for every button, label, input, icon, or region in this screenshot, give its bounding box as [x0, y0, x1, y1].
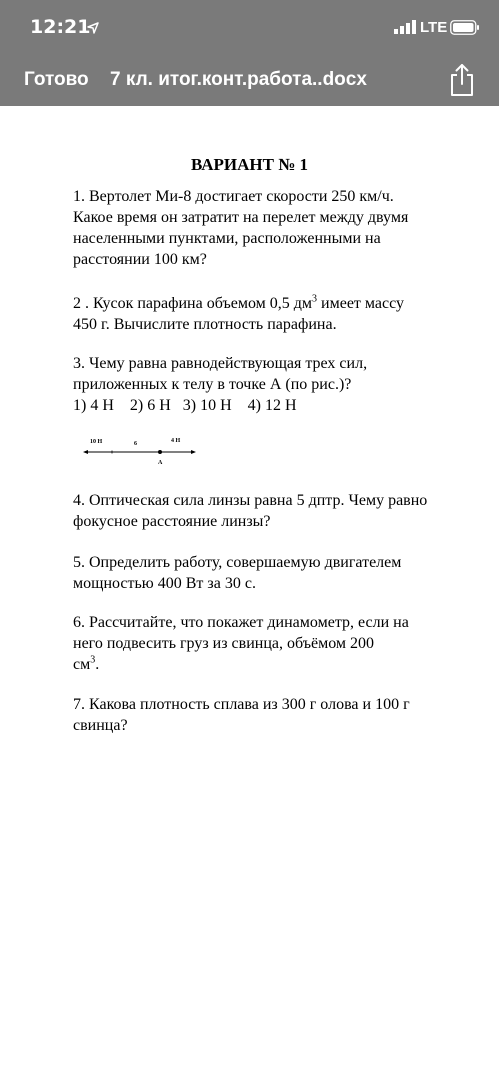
task-line: него подвесить груз из свинца, объёмом 200: [73, 635, 375, 652]
document-title: 7 кл. итог.конт.работа..docx: [110, 69, 367, 90]
task-text: .: [95, 656, 100, 673]
arrow-left-icon: [83, 450, 88, 454]
status-bar: [0, 0, 499, 56]
diagram-label-middle: 6: [134, 441, 137, 447]
battery-icon: [450, 20, 480, 35]
diagram-label-left: 10 Н: [90, 439, 103, 445]
signal-bars-icon: [394, 20, 416, 34]
task-line: приложенных к телу в точке А (по рис.)?: [73, 376, 352, 393]
superscript: 3: [90, 654, 96, 666]
task-2: [73, 293, 453, 335]
task-line: 7. Какова плотность сплава из 300 г олова и 100 г: [73, 696, 410, 713]
task-6: [73, 612, 453, 675]
task-text: см: [73, 656, 91, 673]
task-line: Какое время он затратит на перелет между двумя: [73, 209, 409, 226]
task-line: 4. Оптическая сила линзы равна 5 дптр. Чему равно: [73, 492, 428, 509]
diagram-point-label: А: [158, 460, 163, 466]
task-7: [73, 694, 453, 736]
nav-bar: [0, 56, 499, 106]
task-line: расстоянии 100 км?: [73, 251, 207, 268]
task-line: [73, 654, 453, 675]
location-arrow-icon: [87, 22, 99, 34]
task-5: [73, 552, 453, 594]
task-line: населенными пунктами, расположенными на: [73, 230, 381, 247]
task-line: свинца?: [73, 717, 128, 734]
task-line: 6. Рассчитайте, что покажет динамометр, если на: [73, 614, 409, 631]
task-line: фокусное расстояние линзы?: [73, 513, 271, 530]
document-view[interactable]: [0, 106, 499, 1080]
doc-heading: ВАРИАНТ № 1: [190, 155, 309, 174]
task-text: 2 . Кусок парафина объемом 0,5 дм: [73, 295, 313, 312]
task-line: 5. Определить работу, совершаемую двигателем: [73, 554, 402, 571]
task-4: [73, 490, 453, 532]
done-button[interactable]: Готово: [24, 69, 89, 90]
task-line: мощностью 400 Вт за 30 с.: [73, 575, 256, 592]
network-type: LTE: [420, 19, 448, 36]
superscript: 3: [312, 293, 318, 305]
status-time: 12:21: [30, 16, 91, 38]
task-line: 1. Вертолет Ми-8 достигает скорости 250 км/ч.: [73, 188, 394, 205]
task-text: имеет массу: [317, 295, 405, 312]
diagram-label-right: 4 Н: [171, 438, 181, 444]
task-3: [73, 353, 453, 416]
task-line: 3. Чему равна равнодействующая трех сил,: [73, 355, 368, 372]
point-a: [158, 450, 162, 454]
share-icon[interactable]: [448, 62, 476, 98]
task-1: [73, 186, 453, 270]
task-line: 1) 4 Н 2) 6 Н 3) 10 Н 4) 12 Н: [73, 397, 297, 414]
task-line: 450 г. Вычислите плотность парафина.: [73, 316, 337, 333]
force-diagram: [80, 434, 200, 470]
arrow-right-icon: [191, 450, 196, 454]
task-line: [73, 293, 453, 314]
